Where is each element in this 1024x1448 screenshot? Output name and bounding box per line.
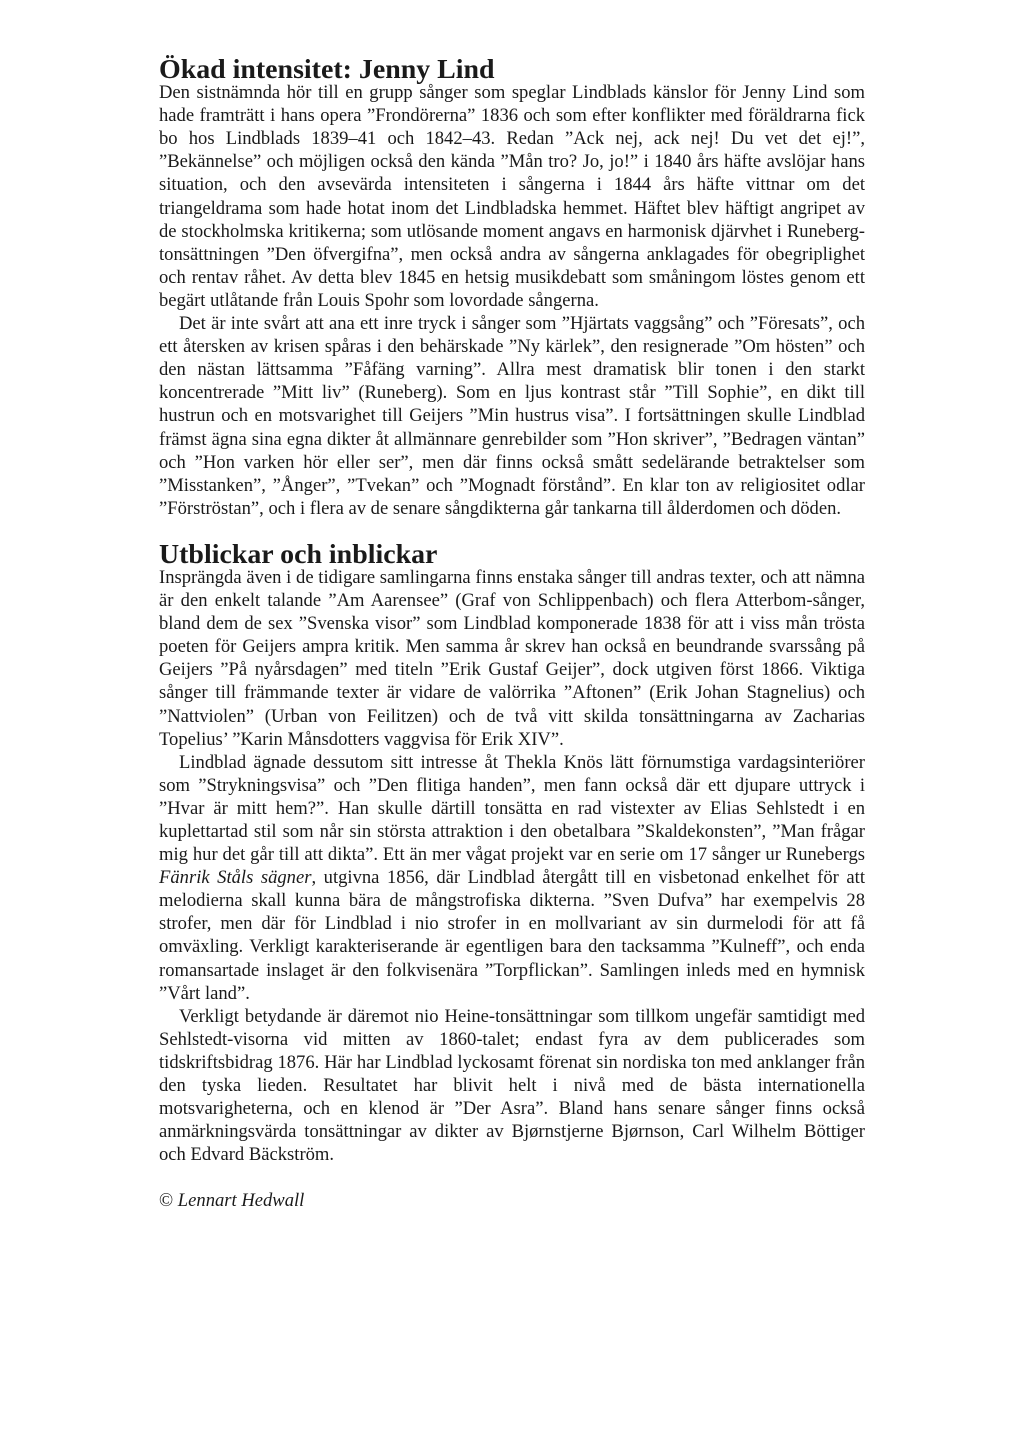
paragraph: Insprängda även i de tidigare samlingarna finns enstaka sånger till andras texter, och att nämna är den enkelt talande ”Am Aarensee” (Graf von Schlippenbach) och flera Atterbom-sånger, bland dem de sex ”Svenska visor” som Lindblad komponerade 1838 för att i viss mån trösta poeten för Geijers ampra kritik. Men samma år skrev han också en beundrande svarssång på Geijers ”På nyårsdagen” med titeln ”Erik Gustaf Geijer”, dock utgiven först 1866. Viktiga sånger till främmande texter är vidare de valörrika ”Aftonen” (Erik Johan Stagnelius) och ”Nattviolen” (Urban von Feilitzen) och de två vitt skilda tonsättningarna av Zacharias Topelius’ ”Karin Månsdotters vaggvisa för Erik XIV”. — [159, 566, 865, 750]
book-title: Fänrik Ståls sägner — [159, 867, 312, 889]
signature-spacer — [159, 1166, 865, 1189]
section-heading-jenny-lind: Ökad intensitet: Jenny Lind — [159, 54, 495, 85]
author-name: Lennart Hedwall — [177, 1190, 305, 1212]
signature — [159, 1189, 865, 1212]
paragraph — [159, 751, 865, 1005]
paragraph: Den sistnämnda hör till en grupp sånger som speglar Lindblads känslor för Jenny Lind som hade framträtt i hans opera ”Frondörerna” 1836 och som efter konflikter med föräldrarna fick bo hos Lindblads 1839–41 och 1842–43. Redan ”Ack nej, ack nej! Du vet det ej!”, ”Bekännelse” och möjligen också den kända ”Mån tro? Jo, jo!” i 1840 års häfte avslöjar hans situation, och den avsevärda intensiteten i sångerna i 1844 års häfte vittnar om det triangeldrama som hade hotat inom det Lindbladska hemmet. Häftet blev häftigt angripet av de stockholmska kritikerna; som utlösande moment angavs en harmonisk djärvhet i Runeberg-tonsättningen ”Den öfvergifna”, men också andra av sångerna anklagades för obegriplighet och rentav råhet. Av detta blev 1845 en hetsig musikdebatt som småningom löstes genom ett begärt utlåtande från Louis Spohr som lovordade sångerna. — [159, 82, 865, 311]
document-page — [159, 54, 865, 1213]
paragraph: Verkligt betydande är däremot nio Heine-tonsättningar som tillkom ungefär samtidigt med Sehlstedt-visorna vid mitten av 1860-talet; endast fyra av dem publicerades som tidskriftsbidrag 1876. Här har Lindblad lyckosamt förenat sin nordiska ton med anklanger från den tyska lieden. Resultatet har blivit helt i nivå med de bästa internationella motsvarigheterna, och en klenod är ”Der Asra”. Bland hans senare sånger finns också anmärkningsvärda tonsättningar av dikter av Bjørnstjerne Bjørnson, Carl Wilhelm Böttiger och Edvard Bäckström. — [159, 1005, 865, 1166]
copyright-symbol: © — [159, 1190, 174, 1212]
paragraph-text: , utgivna 1856, där Lindblad återgått till en visbetonad enkelhet för att melodierna skall kunna bära de mångstrofiska dikterna. ”Sven Dufva” har exempelvis 28 strofer, men där för Lindblad i nio strofer in en mollvariant av sin durmelodi för att få omväxling. Verkligt karakteriserande är egentligen bara den tacksamma ”Kulneff”, och enda romansartade inslaget är den folkvisenära ”Torpflickan”. Samlingen inleds med en hymnisk ”Vårt land”. — [159, 867, 865, 1004]
section-heading-utblickar: Utblickar och inblickar — [159, 538, 438, 570]
paragraph: Det är inte svårt att ana ett inre tryck i sånger som ”Hjärtats vaggsång” och ”Föresats”, och ett återsken av krisen spåras i den behärskade ”Ny kärlek”, den resignerade ”Om hösten” och den nästan lättsamma ”Fåfäng varning”. Allra mest dramatisk blir tonen i den starkt koncentrerade ”Mitt liv” (Runeberg). Som en ljus kontrast står ”Till Sophie”, en dikt till hustrun och en motsvarighet till Geijers ”Min hustrus visa”. I fortsättningen skulle Lindblad främst ägna sina egna dikter åt allmännare genrebilder som ”Hon skriver”, ”Bedragen väntan” och ”Hon varken hör eller ser”, men där finns också smått sedelärande betraktelser som ”Misstanken”, ”Ånger”, ”Tvekan” och ”Mognadt förstånd”. En klar ton av religiositet odlar ”Förströstan”, och i flera av de senare sångdikterna går tankarna till ålderdomen och döden. — [159, 313, 865, 519]
paragraph-text: Lindblad ägnade dessutom sitt intresse åt Thekla Knös lätt förnumstiga vardagsinteriörer som ”Strykningsvisa” och ”Den flitiga handen”, men fann också där ett djupare uttryck i ”Hvar är mitt hem?”. Han skulle därtill tonsätta en rad vistexter av Elias Sehlstedt i en kuplettartad stil som når sin största attraktion i den obetalbara ”Skaldekonsten”, ”Man frågar mig hur det går till att dikta”. Ett än mer vågat projekt var en serie om 17 sånger ur Runebergs — [159, 751, 865, 866]
